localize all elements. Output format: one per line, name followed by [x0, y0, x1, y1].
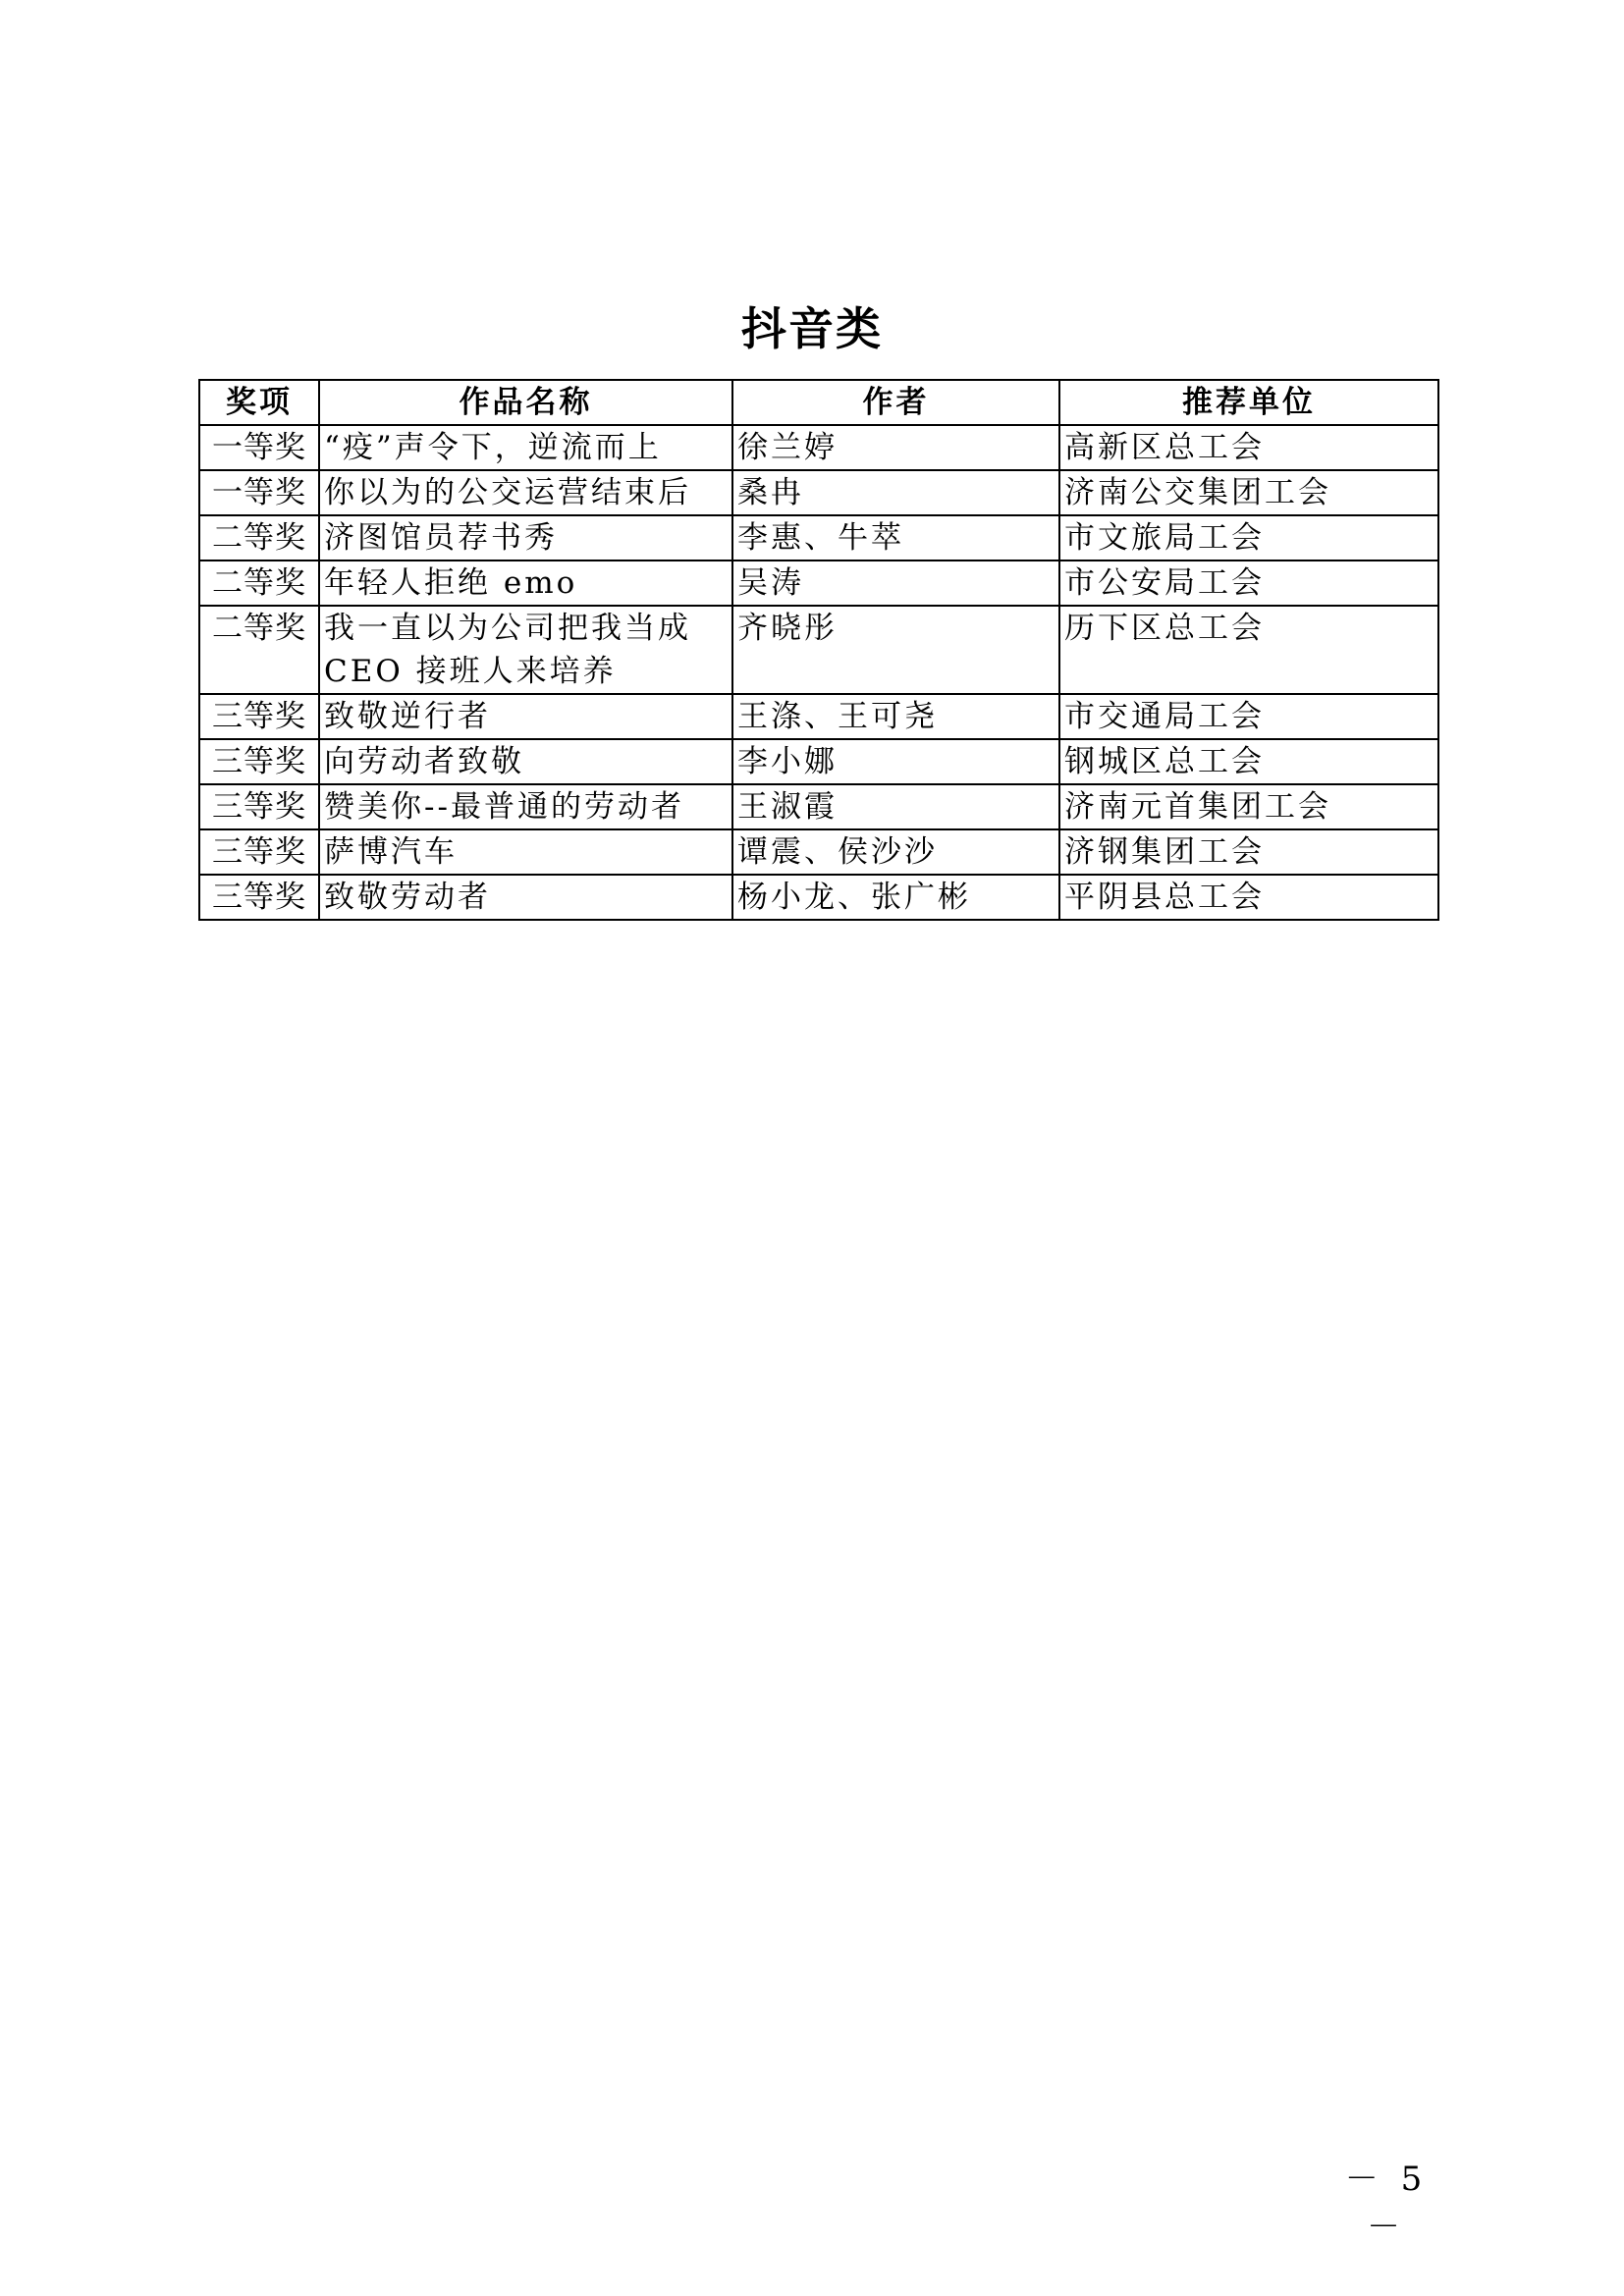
work-cell: 赞美你--最普通的劳动者	[319, 784, 732, 829]
author-cell: 吴涛	[732, 561, 1059, 606]
unit-cell: 历下区总工会	[1059, 606, 1438, 694]
table-row	[199, 875, 1438, 920]
table-row	[199, 829, 1438, 875]
award-cell: 三等奖	[199, 784, 319, 829]
author-cell: 杨小龙、张广彬	[732, 875, 1059, 920]
award-cell: 一等奖	[199, 470, 319, 515]
work-cell: 致敬逆行者	[319, 694, 732, 739]
header-award: 奖项	[199, 380, 319, 425]
author-cell: 桑冉	[732, 470, 1059, 515]
header-unit: 推荐单位	[1059, 380, 1438, 425]
work-cell: 济图馆员荐书秀	[319, 515, 732, 561]
author-cell: 谭震、侯沙沙	[732, 829, 1059, 875]
work-cell: 致敬劳动者	[319, 875, 732, 920]
author-cell: 徐兰婷	[732, 425, 1059, 470]
award-cell: 二等奖	[199, 606, 319, 694]
unit-cell: 市文旅局工会	[1059, 515, 1438, 561]
page-title: 抖音类	[741, 302, 883, 355]
author-cell: 王淑霞	[732, 784, 1059, 829]
unit-cell: 市公安局工会	[1059, 561, 1438, 606]
work-cell: 我一直以为公司把我当成CEO 接班人来培养	[319, 606, 732, 694]
work-cell: 你以为的公交运营结束后	[319, 470, 732, 515]
author-cell: 王涤、王可尧	[732, 694, 1059, 739]
header-work: 作品名称	[319, 380, 732, 425]
award-cell: 二等奖	[199, 515, 319, 561]
award-cell: 二等奖	[199, 561, 319, 606]
work-cell: 年轻人拒绝 emo	[319, 561, 732, 606]
header-author: 作者	[732, 380, 1059, 425]
unit-cell: 市交通局工会	[1059, 694, 1438, 739]
table-row	[199, 425, 1438, 470]
table-row	[199, 515, 1438, 561]
award-cell: 三等奖	[199, 739, 319, 784]
author-cell: 齐晓彤	[732, 606, 1059, 694]
unit-cell: 平阴县总工会	[1059, 875, 1438, 920]
award-cell: 三等奖	[199, 875, 319, 920]
table-row	[199, 784, 1438, 829]
work-cell: “疫”声令下，逆流而上	[319, 425, 732, 470]
unit-cell: 济钢集团工会	[1059, 829, 1438, 875]
award-cell: 三等奖	[199, 694, 319, 739]
author-cell: 李惠、牛萃	[732, 515, 1059, 561]
table-row	[199, 694, 1438, 739]
award-cell: 三等奖	[199, 829, 319, 875]
work-cell: 向劳动者致敬	[319, 739, 732, 784]
author-cell: 李小娜	[732, 739, 1059, 784]
table-row	[199, 606, 1438, 694]
table-row	[199, 739, 1438, 784]
work-cell: 萨博汽车	[319, 829, 732, 875]
unit-cell: 济南公交集团工会	[1059, 470, 1438, 515]
table-row	[199, 470, 1438, 515]
unit-cell: 济南元首集团工会	[1059, 784, 1438, 829]
page-number: － 5 －	[1344, 2160, 1429, 2247]
unit-cell: 钢城区总工会	[1059, 739, 1438, 784]
award-cell: 一等奖	[199, 425, 319, 470]
unit-cell: 高新区总工会	[1059, 425, 1438, 470]
table-header-row	[199, 380, 1438, 425]
table-row	[199, 561, 1438, 606]
awards-table	[198, 379, 1439, 921]
